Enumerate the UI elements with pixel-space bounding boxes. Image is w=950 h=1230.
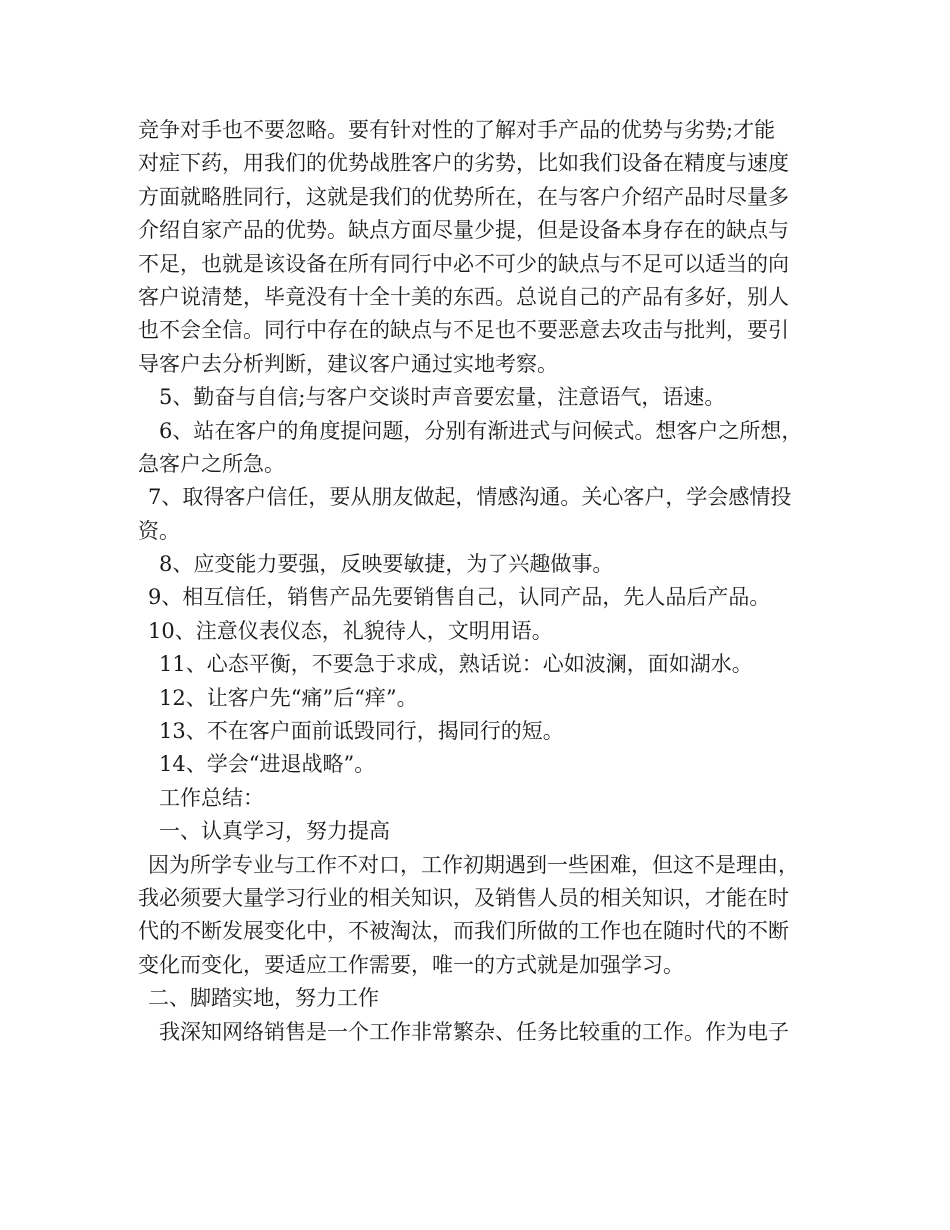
list-item-12: 12、让客户先“痛”后“痒”。 (159, 685, 418, 710)
paragraph-line: 我深知网络销售是一个工作非常繁杂、任务比较重的工作。作为电子 (159, 1019, 789, 1044)
paragraph-line: 变化而变化，要适应工作需要，唯一的方式就是加强学习。 (138, 952, 684, 977)
list-item-5: 5、勤奋与自信;与客户交谈时声音要宏量，注意语气，语速。 (159, 385, 726, 410)
paragraph-line: 介绍自家产品的优势。缺点方面尽量少提，但是设备本身存在的缺点与 (138, 218, 789, 243)
list-item-8: 8、应变能力要强，反映要敏捷，为了兴趣做事。 (159, 552, 614, 577)
paragraph-line: 竞争对手也不要忽略。要有针对性的了解对手产品的优势与劣势;才能 (138, 118, 776, 142)
paragraph-line: 客户说清楚，毕竟没有十全十美的东西。总说自己的产品有多好，别人 (138, 284, 789, 309)
paragraph-line: 方面就略胜同行，这就是我们的优势所在，在与客户介绍产品时尽量多 (138, 184, 789, 209)
subsection-heading-2: 二、脚踏实地，努力工作 (148, 986, 379, 1011)
paragraph-line: 也不会全信。同行中存在的缺点与不足也不要恶意去攻击与批判，要引 (138, 318, 789, 343)
list-item-7: 7、取得客户信任，要从朋友做起，情感沟通。关心客户，学会感情投 (148, 485, 792, 510)
paragraph-line: 导客户去分析判断，建议客户通过实地考察。 (138, 351, 558, 376)
document-body (138, 114, 838, 1049)
list-item-13: 13、不在客户面前诋毁同行，揭同行的短。 (159, 719, 564, 744)
paragraph-line: 不足，也就是该设备在所有同行中必不可少的缺点与不足可以适当的向 (138, 251, 789, 276)
paragraph-line: 我必须要大量学习行业的相关知识，及销售人员的相关知识，才能在时 (138, 885, 789, 910)
section-heading: 工作总结： (159, 785, 264, 810)
paragraph-line: 代的不断发展变化中，不被淘汰，而我们所做的工作也在随时代的不断 (138, 919, 789, 944)
list-item-10: 10、注意仪表仪态，礼貌待人，文明用语。 (148, 618, 553, 643)
list-item-11: 11、心态平衡，不要急于求成，熟话说：心如波澜，面如湖水。 (159, 652, 753, 677)
subsection-heading-1: 一、认真学习，努力提高 (159, 819, 390, 844)
paragraph-line: 急客户之所急。 (138, 451, 285, 476)
list-item-9: 9、相互信任，销售产品先要销售自己，认同产品，先人品后产品。 (148, 585, 771, 610)
list-item-6: 6、站在客户的角度提问题，分别有渐进式与问候式。想客户之所想， (159, 418, 803, 443)
paragraph-line: 资。 (138, 518, 180, 543)
paragraph-line: 对症下药，用我们的优势战胜客户的劣势，比如我们设备在精度与速度 (138, 151, 789, 176)
list-item-14: 14、学会“进退战略”。 (159, 752, 376, 777)
paragraph-line: 因为所学专业与工作不对口，工作初期遇到一些困难，但这不是理由， (148, 852, 799, 877)
